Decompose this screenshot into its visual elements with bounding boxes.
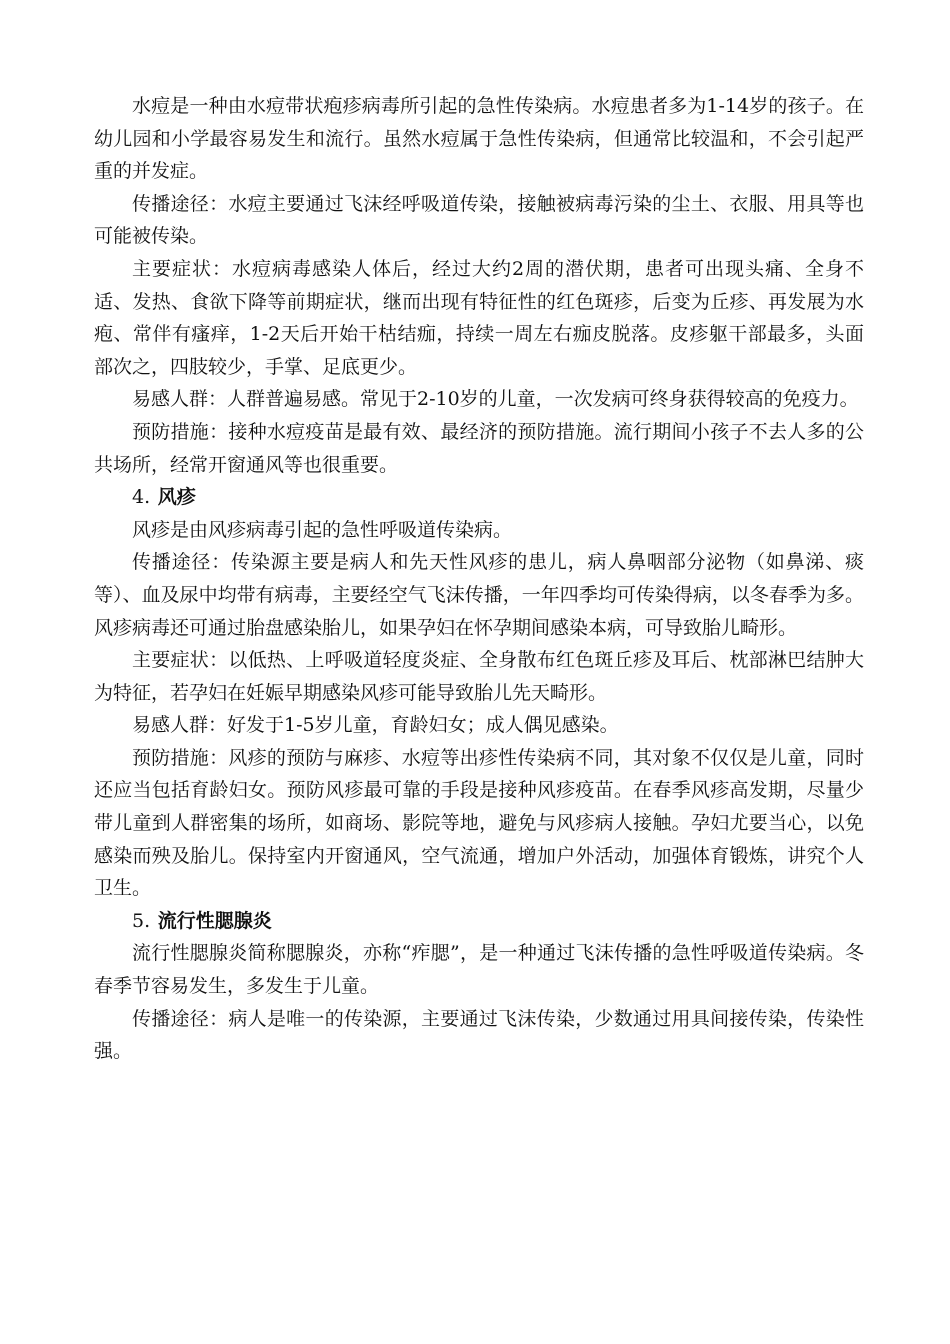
paragraph-rubella-prevention: 预防措施：风疹的预防与麻疹、水痘等出疹性传染病不同，其对象不仅仅是儿童，同时还应当包括育龄妇女。预防风疹最可靠的手段是接种风疹疫苗。在春季风疹高发期，尽量少带儿童到人群密集的场所，如商场、影院等地，避免与风疹病人接触。孕妇尤要当心，以免感染而殃及胎儿。保持室内开窗通风，空气流通，增加户外活动，加强体育锻炼，讲究个人卫生。 [94,746,864,900]
document-page [94,90,864,1068]
paragraph-mumps-transmission: 传播途径：病人是唯一的传染源，主要通过飞沫传染，少数通过用具间接传染，传染性强。 [94,1007,864,1063]
paragraph-chickenpox-prevention: 预防措施：接种水痘疫苗是最有效、最经济的预防措施。流行期间小孩子不去人多的公共场所，经常开窗通风等也很重要。 [94,420,864,476]
section-number: 5. [132,909,151,932]
section-heading-rubella [94,481,864,514]
section-number: 4. [132,486,151,509]
paragraph-rubella-transmission: 传播途径：传染源主要是病人和先天性风疹的患儿，病人鼻咽部分泌物（如鼻涕、痰等）、血及尿中均带有病毒，主要经空气飞沫传播，一年四季均可传染得病，以冬春季为多。风疹病毒还可通过胎盘感染胎儿，如果孕妇在怀孕期间感染本病，可导致胎儿畸形。 [94,551,864,639]
section-title: 流行性腮腺炎 [157,909,272,932]
paragraph-chickenpox-intro: 水痘是一种由水痘带状疱疹病毒所引起的急性传染病。水痘患者多为1-14岁的孩子。在幼儿园和小学最容易发生和流行。虽然水痘属于急性传染病，但通常比较温和，不会引起严重的并发症。 [94,95,864,183]
paragraph-chickenpox-susceptible: 易感人群：人群普遍易感。常见于2-10岁的儿童，一次发病可终身获得较高的免疫力。 [132,388,859,411]
section-title: 风疹 [157,486,196,509]
paragraph-chickenpox-transmission: 传播途径：水痘主要通过飞沫经呼吸道传染，接触被病毒污染的尘土、衣服、用具等也可能被传染。 [94,192,864,248]
paragraph-rubella-symptoms: 主要症状：以低热、上呼吸道轻度炎症、全身散布红色斑丘疹及耳后、枕部淋巴结肿大为特征，若孕妇在妊娠早期感染风疹可能导致胎儿先天畸形。 [94,649,864,704]
paragraph-chickenpox-symptoms: 主要症状：水痘病毒感染人体后，经过大约2周的潜伏期，患者可出现头痛、全身不适、发热、食欲下降等前期症状，继而出现有特征性的红色斑疹，后变为丘疹、再发展为水疱、常伴有瘙痒，1-2天后开始干枯结痂，持续一周左右痂皮脱落。皮疹躯干部最多，头面部次之，四肢较少，手掌、足底更少。 [94,257,864,378]
section-heading-mumps [94,905,864,938]
paragraph-mumps-intro: 流行性腮腺炎简称腮腺炎，亦称“痄腮”，是一种通过飞沫传播的急性呼吸道传染病。冬春季节容易发生，多发生于儿童。 [94,942,864,998]
paragraph-rubella-intro: 风疹是由风疹病毒引起的急性呼吸道传染病。 [132,518,513,541]
paragraph-rubella-susceptible: 易感人群：好发于1-5岁儿童，育龄妇女；成人偶见感染。 [132,714,619,737]
